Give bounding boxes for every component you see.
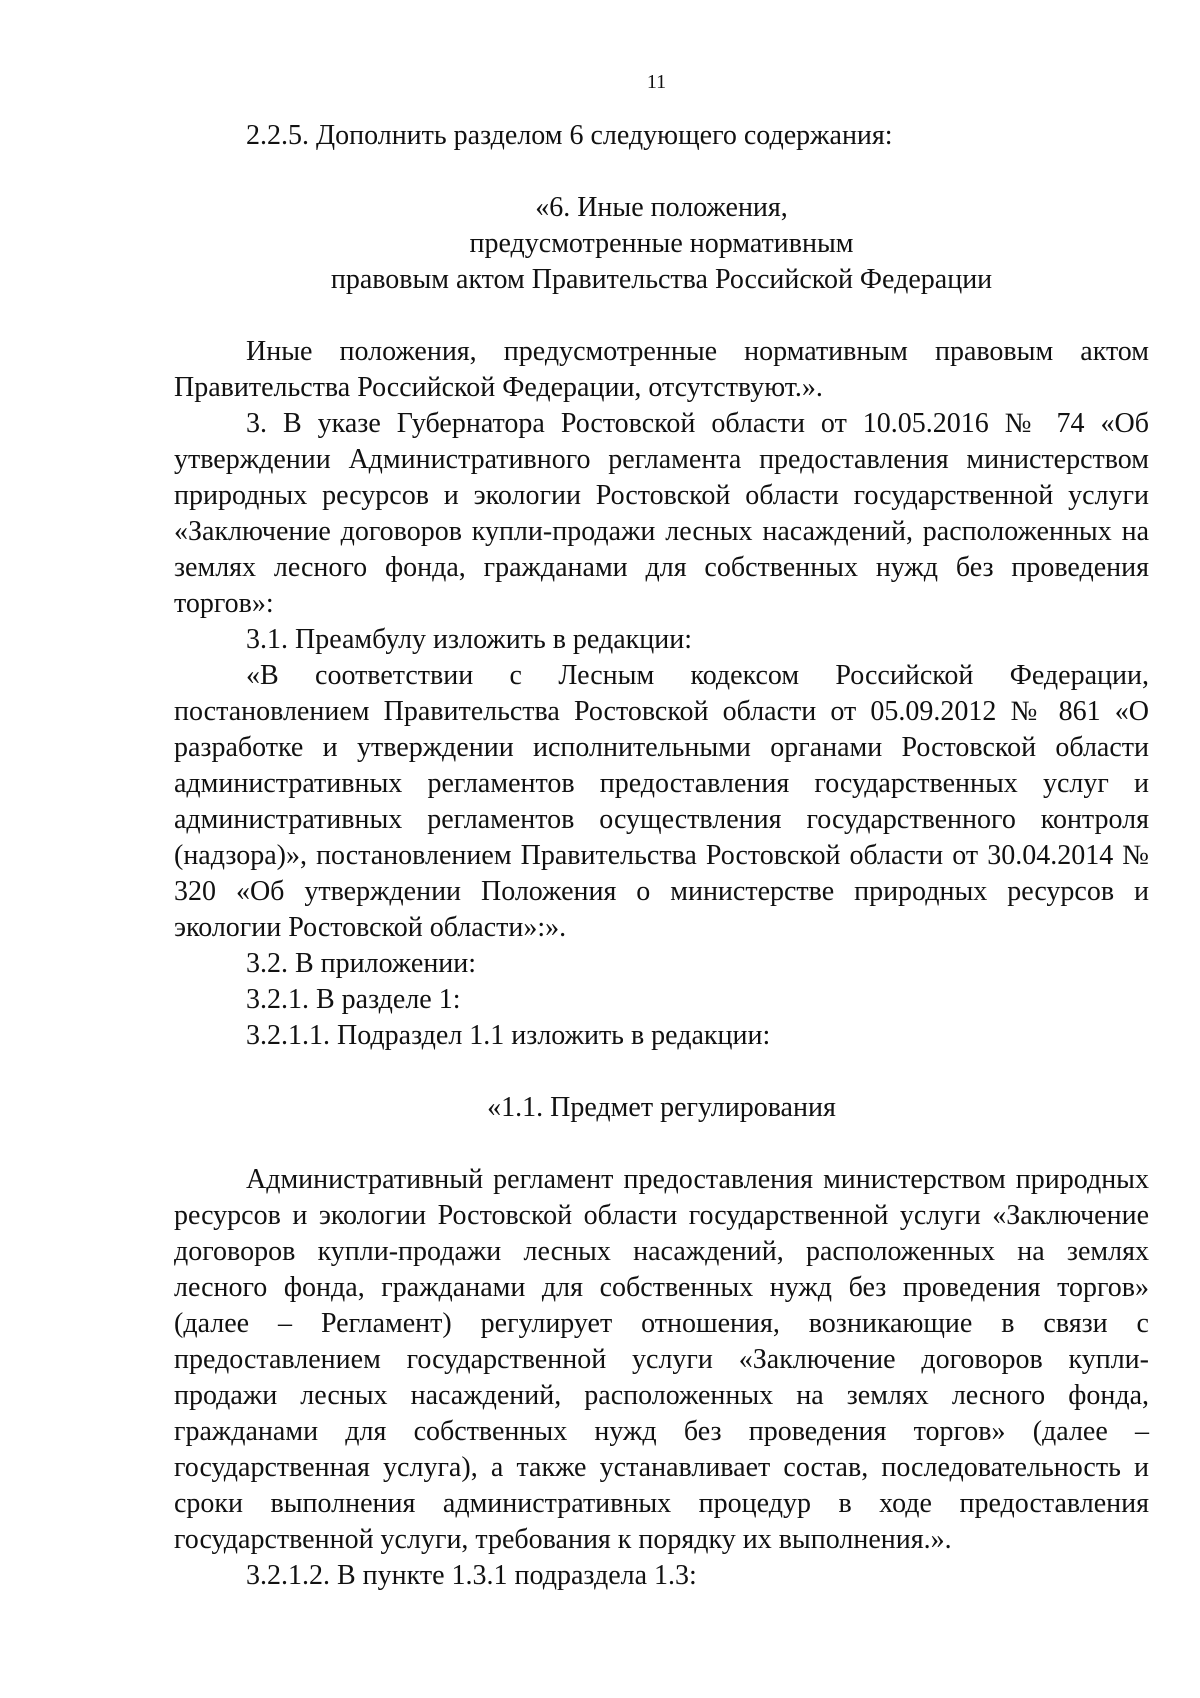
section-6-heading-line: «6. Иные положения, (535, 192, 788, 223)
section-6-heading-line: правовым актом Правительства Российской Федерации (330, 264, 993, 295)
page-number: 11 (646, 71, 667, 93)
spacer (174, 154, 1149, 190)
document-body (174, 118, 1149, 1594)
paragraph-3-2-1: 3.2.1. В разделе 1: (246, 984, 461, 1015)
spacer (174, 298, 1149, 334)
paragraph-regulation-subject: Административный регламент предоставления министерством природных ресурсов и экологии Ростовской области государственной услуги «Заключение договоров купли-продажи лесных насаждений, расположенных на землях лесного фонда, гражданами для собственных нужд без проведения торгов» (далее – Регламент) регулирует отношения, возникающие в связи с предоставлением государственной услуги «Заключение договоров купли-продажи лесных насаждений, расположенных на землях лесного фонда, гражданами для собственных нужд без проведения торгов» (далее – государственная услуга), а также устанавливает состав, последовательность и сроки выполнения административных процедур в ходе предоставления государственной услуги, требования к порядку их выполнения.». (174, 1164, 1149, 1555)
paragraph-2-2-5: 2.2.5. Дополнить разделом 6 следующего содержания: (246, 120, 893, 151)
section-6-heading (174, 190, 1149, 298)
spacer (174, 1126, 1149, 1162)
paragraph-3-2-1-2: 3.2.1.2. В пункте 1.3.1 подраздела 1.3: (246, 1560, 697, 1591)
paragraph-preamble: «В соответствии с Лесным кодексом Российской Федерации, постановлением Правительства Ростовской области от 05.09.2012 № 861 «О разработке и утверждении исполнительными органами Ростовской области административных регламентов предоставления государственных услуг и административных регламентов осуществления государственного контроля (надзора)», постановлением Правительства Ростовской области от 30.04.2014 № 320 «Об утверждении Положения о министерстве природных ресурсов и экологии Ростовской области»:». (174, 660, 1149, 943)
paragraph-3-1: 3.1. Преамбулу изложить в редакции: (246, 624, 693, 655)
subsection-1-1-heading: «1.1. Предмет регулирования (487, 1092, 836, 1123)
spacer (174, 1054, 1149, 1090)
paragraph-3: 3. В указе Губернатора Ростовской области от 10.05.2016 № 74 «Об утверждении Административного регламента предоставления министерством природных ресурсов и экологии Ростовской области государственной услуги «Заключение договоров купли-продажи лесных насаждений, расположенных на землях лесного фонда, гражданами для собственных нужд без проведения торгов»: (174, 408, 1149, 619)
paragraph-3-2-1-1: 3.2.1.1. Подраздел 1.1 изложить в редакции: (246, 1020, 771, 1051)
section-6-heading-line: предусмотренные нормативным (469, 228, 854, 259)
paragraph-3-2: 3.2. В приложении: (246, 948, 477, 979)
paragraph-section-6-text: Иные положения, предусмотренные нормативным правовым актом Правительства Российской Федерации, отсутствуют.». (174, 336, 1149, 403)
